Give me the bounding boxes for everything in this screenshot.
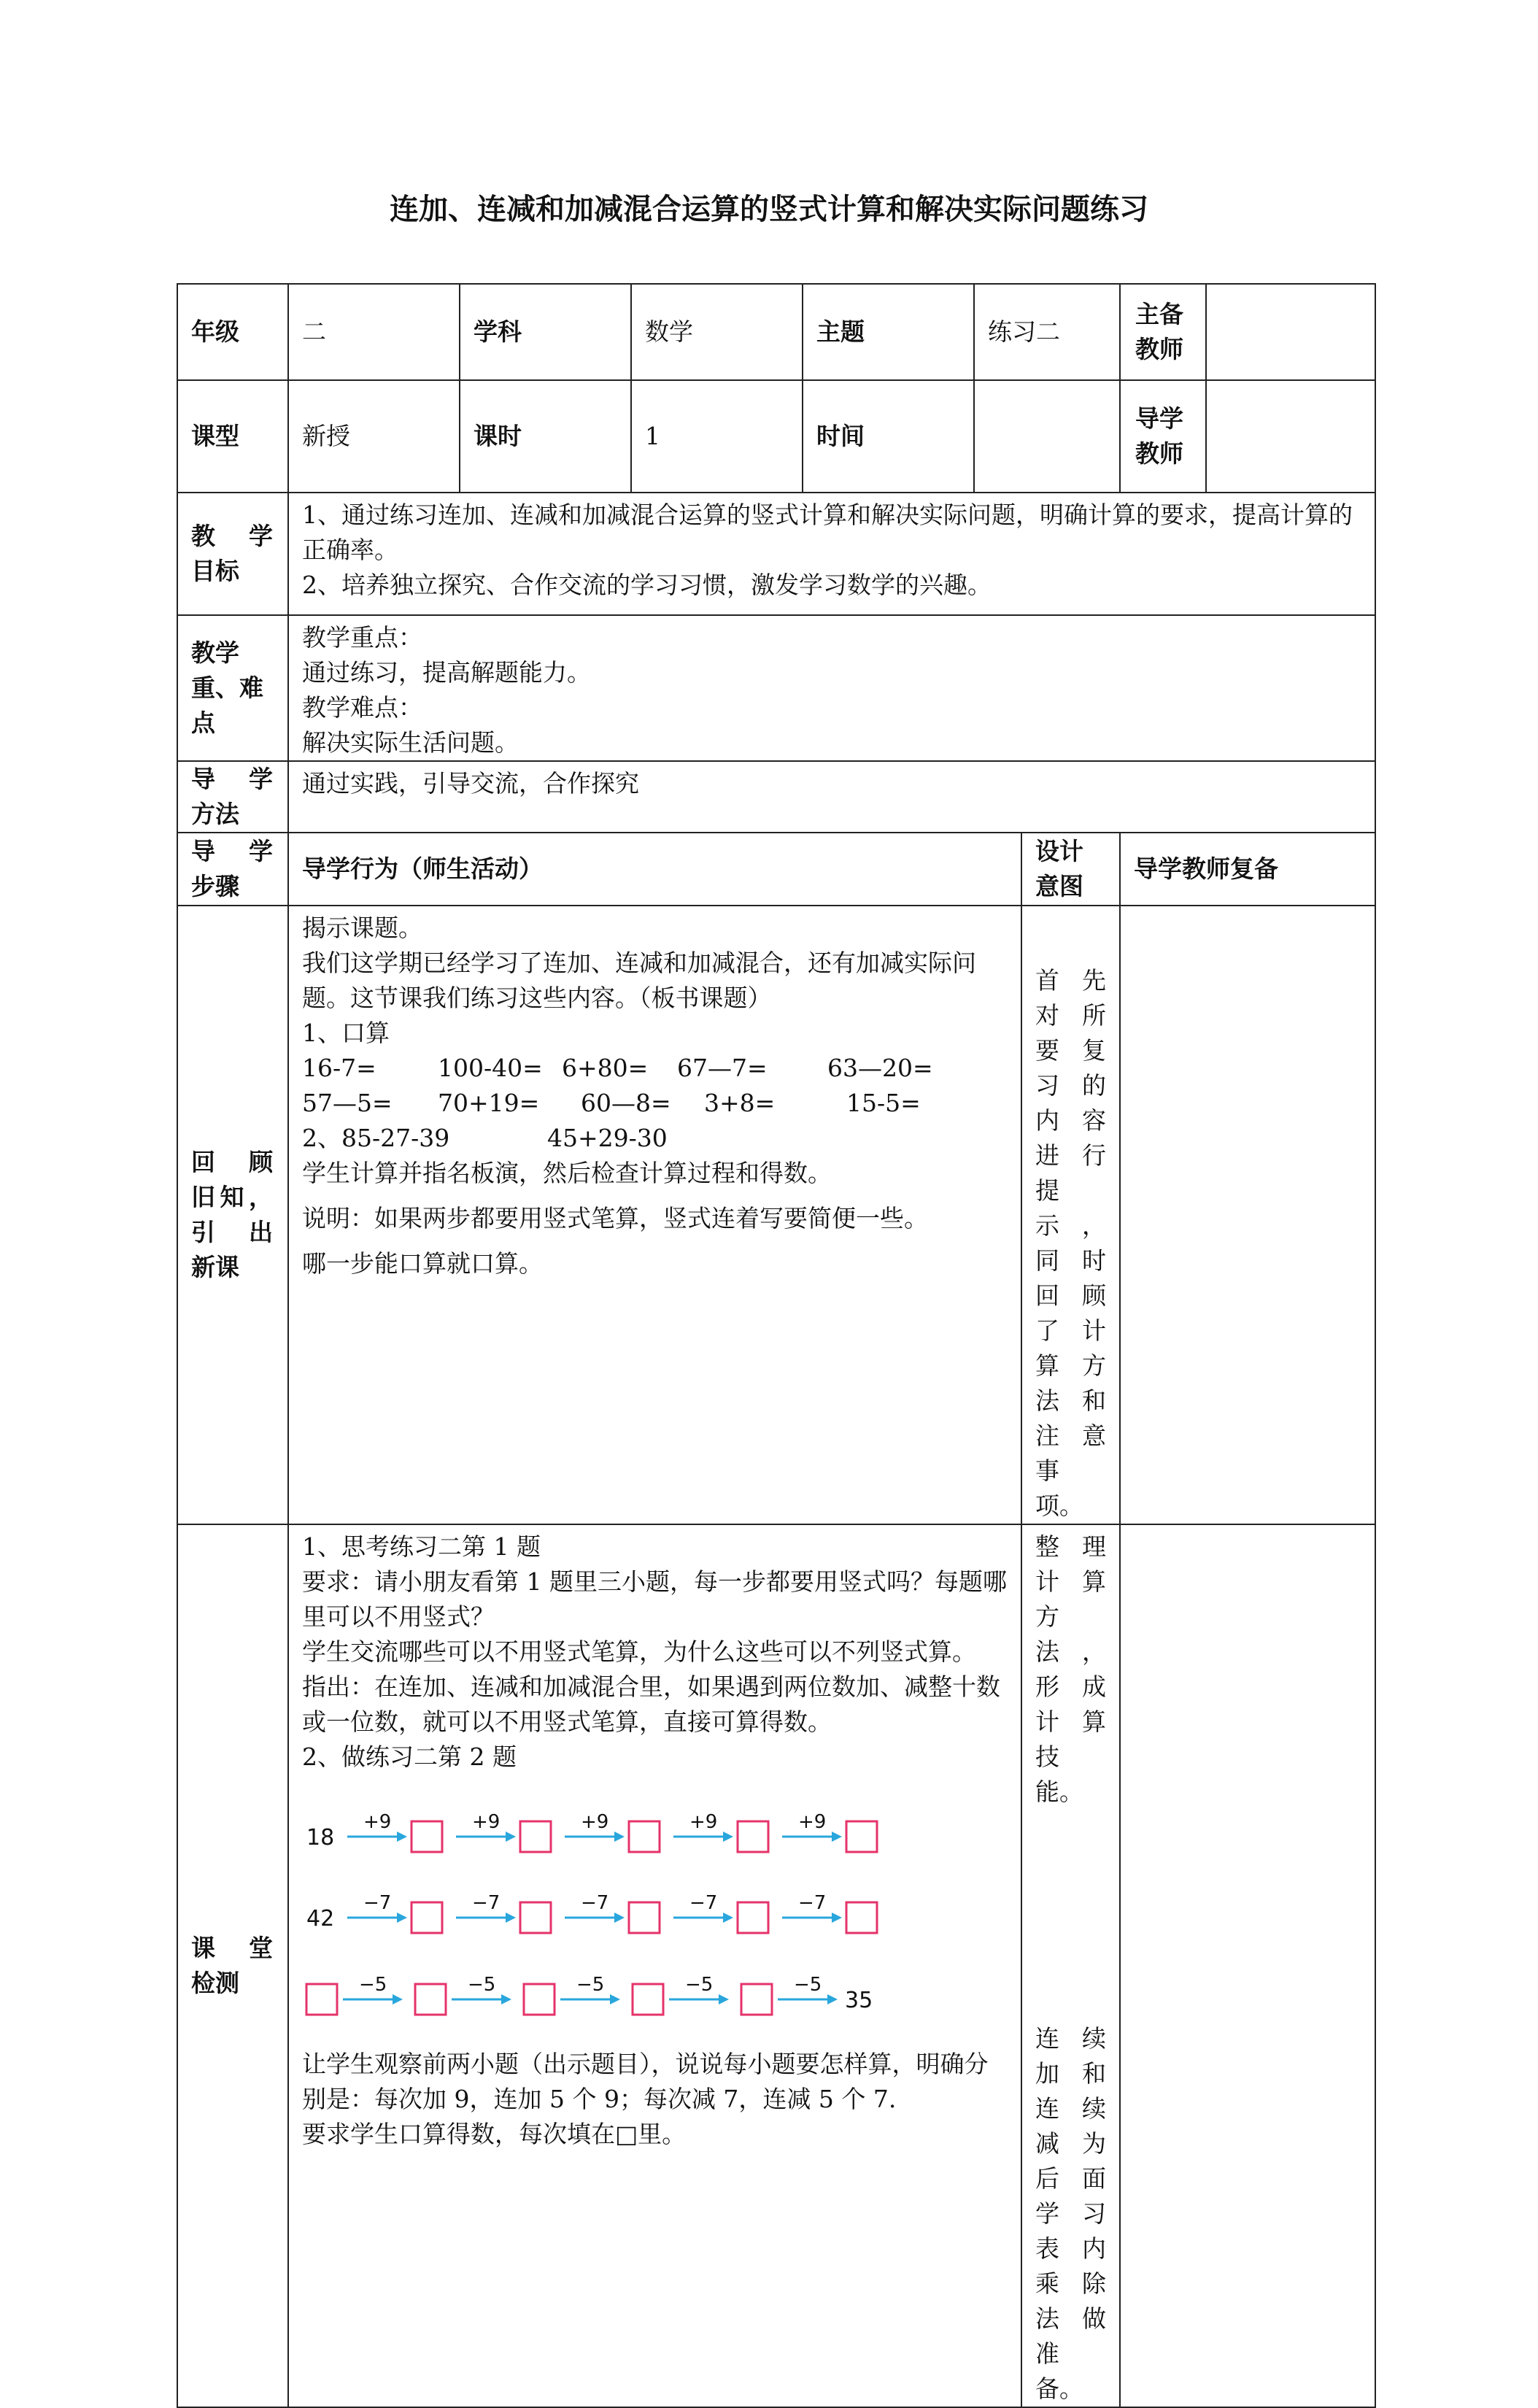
chain3-arrow-head xyxy=(827,1994,838,2004)
check-label: 课 堂 检测 xyxy=(177,1524,288,2407)
goal-2: 2、培养独立探究、合作交流的学习习惯，激发学习数学的兴趣。 xyxy=(302,571,992,599)
review-header: 导学教师复备 xyxy=(1120,833,1375,906)
grade-value: 二 xyxy=(288,284,460,380)
chain3-arrow-label: −5 xyxy=(794,1974,822,1996)
review-line: 揭示课题。 xyxy=(302,914,422,942)
check-intent-1: 整理计算方法，形成计算技能。 xyxy=(1035,1532,1106,1806)
chain1-arrow-label: +9 xyxy=(581,1811,609,1833)
oral-item: 70+19= xyxy=(438,1089,540,1117)
oral-item: 100-40= xyxy=(438,1054,543,1082)
oral-item: 16-7= xyxy=(302,1054,376,1082)
chain1-answer-box xyxy=(629,1821,660,1852)
focus-text: 通过练习，提高解题能力。 xyxy=(302,658,591,687)
chain2-arrow-head xyxy=(614,1913,625,1923)
check-line: 要求学生口算得数，每次填在□里。 xyxy=(302,2120,687,2148)
focus-title: 教学重点： xyxy=(302,623,422,652)
guide-teacher-value xyxy=(1206,380,1375,493)
chain3-arrow-label: −5 xyxy=(359,1974,387,1996)
chain2-arrow-head xyxy=(832,1913,842,1923)
info-row-2 xyxy=(177,380,1375,493)
chain1-arrow-label: +9 xyxy=(363,1811,392,1833)
chain3-answer-box xyxy=(306,1984,337,2015)
chain3-arrow-label: −5 xyxy=(468,1974,496,1996)
chain2-arrow-head xyxy=(723,1913,733,1923)
chain1-arrow-head xyxy=(832,1832,842,1842)
oral-row-2 xyxy=(302,1086,1008,1121)
chain-diagram xyxy=(302,1797,1008,2047)
chain1-arrow-label: +9 xyxy=(472,1811,501,1833)
chain3-arrow-label: −5 xyxy=(576,1974,605,1996)
chain1-arrow-head xyxy=(506,1832,516,1842)
check-line: 指出：在连加、连减和加减混合里，如果遇到两位数加、减整十数或一位数，就可以不用竖式笔算，直接可算得数。 xyxy=(302,1672,1000,1736)
chain3-arrow-head xyxy=(501,1994,511,2004)
chain1-arrow-label: +9 xyxy=(689,1811,718,1833)
period-value: 1 xyxy=(631,380,803,493)
behavior-header: 导学行为（师生活动） xyxy=(288,833,1021,906)
chain3-arrow-head xyxy=(719,1994,729,2004)
topic-value: 练习二 xyxy=(974,284,1120,380)
check-line: 让学生观察前两小题（出示题目），说说每小题要怎样算，明确分别是：每次加 9，连加 5 个 9；每次减 7，连减 5 个 7. xyxy=(302,2050,989,2113)
oral-row-1 xyxy=(302,1051,1008,1086)
chain3-answer-box xyxy=(741,1984,772,2015)
oral-item: 3+8= xyxy=(704,1089,776,1117)
oral-item: 57—5= xyxy=(302,1089,393,1117)
chain1-arrow-label: +9 xyxy=(798,1811,827,1833)
check-intent-2: 连续加和连续减为后面学习表内乘除法做准备。 xyxy=(1035,2024,1106,2403)
method-text: 通过实践，引导交流，合作探究 xyxy=(288,761,1375,833)
goals-label: 教 学 目标 xyxy=(177,493,288,615)
review-section-row xyxy=(177,906,1375,1524)
key-points-content xyxy=(288,615,1375,761)
written-item: 2、85-27-39 xyxy=(302,1124,450,1152)
chain2-arrow-label: −7 xyxy=(689,1892,718,1914)
check-content xyxy=(288,1524,1021,2407)
method-label: 导 学 方法 xyxy=(177,761,288,833)
written-row xyxy=(302,1121,1008,1156)
chain1-answer-box xyxy=(411,1821,442,1852)
method-row xyxy=(177,761,1375,833)
review-teacher-notes xyxy=(1120,906,1375,1524)
oral-item: 15-5= xyxy=(846,1089,921,1117)
check-line: 要求：请小朋友看第 1 题里三小题，每一步都要用竖式吗？每题哪里可以不用竖式？ xyxy=(302,1567,1007,1631)
review-content xyxy=(288,906,1021,1524)
review-line: 我们这学期已经学习了连加、连减和加减混合，还有加减实际问题。这节课我们练习这些内容。（板书课题） xyxy=(302,949,976,1012)
goals-content xyxy=(288,493,1375,615)
chain2-arrow-label: −7 xyxy=(798,1892,827,1914)
check-teacher-notes xyxy=(1120,1524,1375,2407)
info-row-1 xyxy=(177,284,1375,380)
key-points-label: 教学 重、难 点 xyxy=(177,615,288,761)
chain3-arrow-head xyxy=(610,1994,620,2004)
subject-value: 数学 xyxy=(631,284,803,380)
lesson-plan-table xyxy=(177,283,1376,2408)
chain1-answer-box xyxy=(520,1821,551,1852)
chain3-answer-box xyxy=(633,1984,663,2015)
chain2-answer-box xyxy=(846,1902,877,1933)
goal-1: 1、通过练习连加、连减和加减混合运算的竖式计算和解决实际问题，明确计算的要求，提高计算的正确率。 xyxy=(302,501,1353,564)
check-section-row xyxy=(177,1524,1375,2407)
chain3-answer-box xyxy=(415,1984,446,2015)
oral-item: 6+80= xyxy=(562,1054,649,1082)
review-intent: 首先对所要复习的内容进行提示，同时回顾了计算方法和注意事项。 xyxy=(1021,906,1120,1524)
chain2-answer-box xyxy=(629,1902,660,1933)
chain2-arrow-label: −7 xyxy=(581,1892,609,1914)
chain1-arrow-head xyxy=(723,1832,733,1842)
goals-row xyxy=(177,493,1375,615)
chain1-answer-box xyxy=(846,1821,877,1852)
steps-header-row xyxy=(177,833,1375,906)
oral-item: 63—20= xyxy=(827,1054,933,1082)
chain2-start-number: 42 xyxy=(306,1906,335,1932)
review-label: 回 顾 旧知，引 出 新课 xyxy=(177,906,288,1524)
chain3-arrow-head xyxy=(393,1994,403,2004)
chain2-arrow-label: −7 xyxy=(363,1892,392,1914)
subject-label: 学科 xyxy=(460,284,631,380)
time-label: 时间 xyxy=(803,380,974,493)
period-label: 课时 xyxy=(460,380,631,493)
difficulty-title: 教学难点： xyxy=(302,693,422,722)
review-note-2: 哪一步能口算就口算。 xyxy=(302,1249,543,1278)
review-note: 说明：如果两步都要用竖式笔算，竖式连着写要简便一些。 xyxy=(302,1204,928,1232)
chain3-answer-box xyxy=(524,1984,554,2015)
check-line: 1、思考练习二第 1 题 xyxy=(302,1532,541,1561)
chain2-answer-box xyxy=(520,1902,551,1933)
main-teacher-value xyxy=(1206,284,1375,380)
chain2-answer-box xyxy=(738,1902,768,1933)
chain2-arrow-head xyxy=(397,1913,407,1923)
review-after: 学生计算并指名板演，然后检查计算过程和得数。 xyxy=(302,1159,832,1187)
oral-item: 60—8= xyxy=(581,1089,671,1117)
check-intent xyxy=(1021,1524,1120,2407)
guide-teacher-label: 导学教师 xyxy=(1120,380,1206,493)
page-title: 连加、连减和加减混合运算的竖式计算和解决实际问题练习 xyxy=(390,193,1148,226)
intent-header: 设计意图 xyxy=(1021,833,1120,906)
chain2-arrow-head xyxy=(506,1913,516,1923)
key-points-row xyxy=(177,615,1375,761)
chain1-answer-box xyxy=(738,1821,768,1852)
steps-label: 导 学 步骤 xyxy=(177,833,288,906)
chain1-arrow-head xyxy=(397,1832,407,1842)
review-line: 1、口算 xyxy=(302,1019,390,1047)
check-line: 学生交流哪些可以不用竖式笔算，为什么这些可以不列竖式算。 xyxy=(302,1637,976,1666)
type-label: 课型 xyxy=(177,380,288,493)
chain-diagram-svg xyxy=(302,1797,900,2037)
time-value xyxy=(974,380,1120,493)
type-value: 新授 xyxy=(288,380,460,493)
main-teacher-label: 主备教师 xyxy=(1120,284,1206,380)
difficulty-text: 解决实际生活问题。 xyxy=(302,728,519,757)
chain3-end-number: 35 xyxy=(845,1988,873,2013)
chain2-answer-box xyxy=(411,1902,442,1933)
check-line: 2、做练习二第 2 题 xyxy=(302,1743,517,1771)
chain1-arrow-head xyxy=(614,1832,625,1842)
chain3-arrow-label: −5 xyxy=(685,1974,714,1996)
written-item: 45+29-30 xyxy=(547,1124,668,1152)
topic-label: 主题 xyxy=(803,284,974,380)
grade-label: 年级 xyxy=(177,284,288,380)
oral-item: 67—7= xyxy=(677,1054,768,1082)
chain2-arrow-label: −7 xyxy=(472,1892,501,1914)
chain1-start-number: 18 xyxy=(306,1825,335,1851)
